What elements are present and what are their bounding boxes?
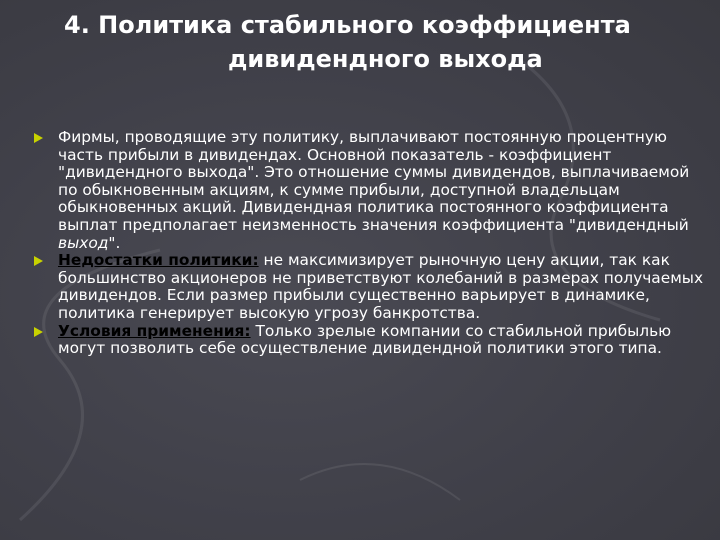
bullet-text-2 — [58, 252, 704, 322]
bullet-1-body: Фирмы, проводящие эту политику, выплачивают постоянную процентную часть прибыли в дивидендах. Основной показатель - коэффициент "дивидендного выхода". Это отношение суммы дивидендов, выплачиваемой по обыкновенным акциям, к сумме прибыли, доступной владельцам обыкновенных акций. Дивидендная политика постоянного коэффициента выплат предполагает неизменность значения коэффициента "дивидендный — [58, 128, 690, 234]
bullet-item-2 — [34, 252, 704, 322]
bullet-2-body: не максимизирует рыночную цену акции, так как большинство акционеров не приветствуют колебаний в размерах получаемых дивидендов. Если размер прибыли существенно варьирует в динамике, политика генерирует высокую угрозу банкротства. — [58, 251, 704, 322]
bullet-triangle-icon — [34, 256, 43, 266]
bullet-list — [34, 129, 704, 358]
title-line-2: дивидендного выхода — [228, 45, 543, 73]
bullet-item-1 — [34, 129, 704, 252]
bullet-triangle-icon — [34, 133, 43, 143]
bullet-text-1 — [58, 129, 704, 252]
title-line-1: 4. Политика стабильного коэффициента — [64, 11, 631, 39]
bullet-3-body: Только зрелые компании со стабильной прибылью могут позволить себе осуществление дивидендной политики этого типа. — [58, 321, 672, 358]
bullet-text-3 — [58, 323, 704, 358]
bullet-triangle-icon — [34, 327, 43, 337]
bullet-3-term: Условия применения: — [58, 321, 251, 340]
bullet-1-tail: ". — [108, 233, 121, 252]
slide-title — [40, 8, 680, 76]
bullet-2-term: Недостатки политики: — [58, 251, 259, 270]
bullet-1-italic: выход — [58, 233, 109, 252]
bullet-item-3 — [34, 323, 704, 358]
